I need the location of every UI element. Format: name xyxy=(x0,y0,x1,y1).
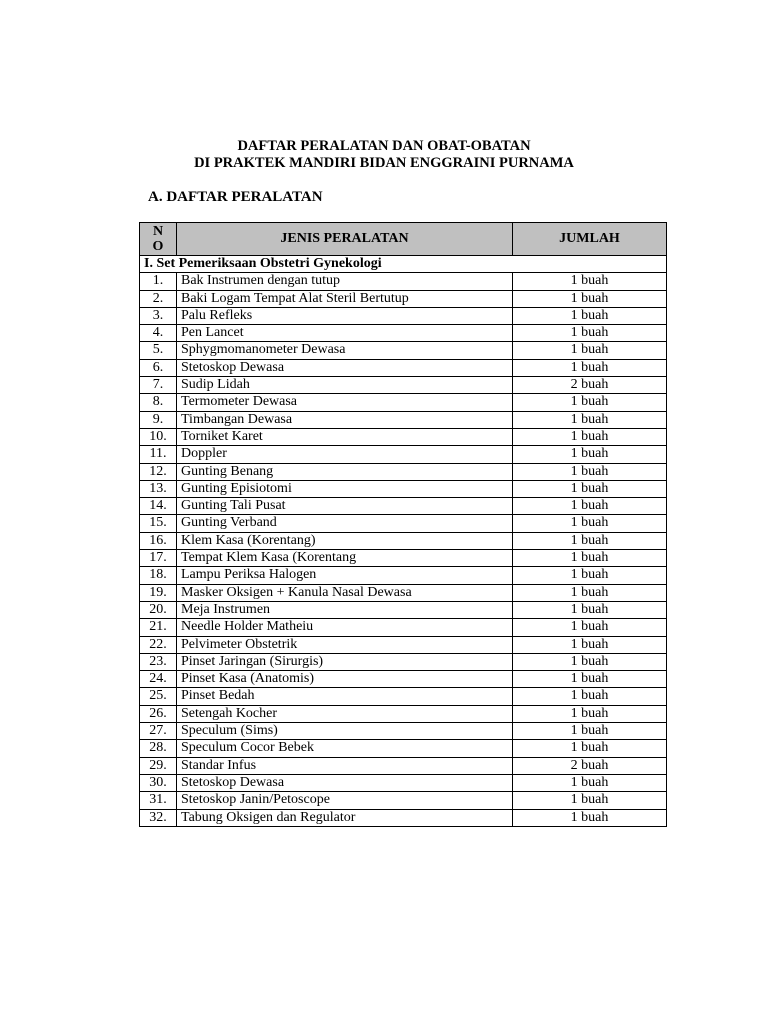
table-row xyxy=(140,359,667,376)
table-row xyxy=(140,584,667,601)
row-number: 13. xyxy=(140,480,177,497)
group-title: I. Set Pemeriksaan Obstetri Gynekologi xyxy=(140,256,667,273)
column-header-no xyxy=(140,223,177,256)
row-quantity: 1 buah xyxy=(513,515,667,532)
row-quantity: 2 buah xyxy=(513,757,667,774)
table-row xyxy=(140,601,667,618)
row-item-name: Pinset Kasa (Anatomis) xyxy=(177,671,513,688)
row-number: 15. xyxy=(140,515,177,532)
table-row xyxy=(140,688,667,705)
row-quantity: 1 buah xyxy=(513,428,667,445)
row-number: 4. xyxy=(140,325,177,342)
table-row xyxy=(140,532,667,549)
row-quantity: 1 buah xyxy=(513,273,667,290)
row-quantity: 1 buah xyxy=(513,359,667,376)
row-number: 30. xyxy=(140,774,177,791)
row-number: 32. xyxy=(140,809,177,826)
row-number: 1. xyxy=(140,273,177,290)
table-row xyxy=(140,653,667,670)
row-number: 24. xyxy=(140,671,177,688)
row-number: 18. xyxy=(140,567,177,584)
row-quantity: 1 buah xyxy=(513,498,667,515)
document-title-line-2: DI PRAKTEK MANDIRI BIDAN ENGGRAINI PURNAMA xyxy=(194,155,574,171)
row-number: 21. xyxy=(140,619,177,636)
table-row xyxy=(140,290,667,307)
row-number: 16. xyxy=(140,532,177,549)
table-row xyxy=(140,377,667,394)
row-quantity: 2 buah xyxy=(513,377,667,394)
table-row xyxy=(140,567,667,584)
table-row xyxy=(140,342,667,359)
row-item-name: Lampu Periksa Halogen xyxy=(177,567,513,584)
row-item-name: Pinset Jaringan (Sirurgis) xyxy=(177,653,513,670)
row-item-name: Sphygmomanometer Dewasa xyxy=(177,342,513,359)
row-number: 7. xyxy=(140,377,177,394)
row-quantity: 1 buah xyxy=(513,792,667,809)
equipment-table xyxy=(139,222,667,827)
row-quantity: 1 buah xyxy=(513,411,667,428)
row-item-name: Klem Kasa (Korentang) xyxy=(177,532,513,549)
row-item-name: Bak Instrumen dengan tutup xyxy=(177,273,513,290)
row-quantity: 1 buah xyxy=(513,671,667,688)
table-row xyxy=(140,809,667,826)
row-quantity: 1 buah xyxy=(513,532,667,549)
row-item-name: Stetoskop Dewasa xyxy=(177,774,513,791)
row-number: 17. xyxy=(140,550,177,567)
row-quantity: 1 buah xyxy=(513,774,667,791)
row-number: 5. xyxy=(140,342,177,359)
row-item-name: Gunting Tali Pusat xyxy=(177,498,513,515)
table-row xyxy=(140,307,667,324)
row-number: 8. xyxy=(140,394,177,411)
row-quantity: 1 buah xyxy=(513,550,667,567)
row-number: 26. xyxy=(140,705,177,722)
row-item-name: Pinset Bedah xyxy=(177,688,513,705)
row-number: 29. xyxy=(140,757,177,774)
document-title-line-1: DAFTAR PERALATAN DAN OBAT-OBATAN xyxy=(237,138,531,154)
row-item-name: Palu Refleks xyxy=(177,307,513,324)
row-quantity: 1 buah xyxy=(513,723,667,740)
row-number: 28. xyxy=(140,740,177,757)
table-row xyxy=(140,723,667,740)
row-item-name: Stetoskop Janin/Petoscope xyxy=(177,792,513,809)
row-quantity: 1 buah xyxy=(513,307,667,324)
row-quantity: 1 buah xyxy=(513,567,667,584)
row-number: 6. xyxy=(140,359,177,376)
table-row xyxy=(140,757,667,774)
table-row xyxy=(140,740,667,757)
row-quantity: 1 buah xyxy=(513,394,667,411)
table-row xyxy=(140,463,667,480)
row-item-name: Termometer Dewasa xyxy=(177,394,513,411)
row-item-name: Pen Lancet xyxy=(177,325,513,342)
row-quantity: 1 buah xyxy=(513,325,667,342)
row-quantity: 1 buah xyxy=(513,601,667,618)
row-number: 25. xyxy=(140,688,177,705)
column-header-no-line-1: N xyxy=(152,224,164,239)
row-item-name: Setengah Kocher xyxy=(177,705,513,722)
table-body xyxy=(140,256,667,827)
row-quantity: 1 buah xyxy=(513,584,667,601)
table-row xyxy=(140,480,667,497)
table-row xyxy=(140,774,667,791)
table-row xyxy=(140,394,667,411)
row-quantity: 1 buah xyxy=(513,740,667,757)
row-item-name: Speculum (Sims) xyxy=(177,723,513,740)
table-row xyxy=(140,550,667,567)
row-item-name: Doppler xyxy=(177,446,513,463)
row-number: 19. xyxy=(140,584,177,601)
row-number: 10. xyxy=(140,428,177,445)
row-item-name: Pelvimeter Obstetrik xyxy=(177,636,513,653)
table-row xyxy=(140,515,667,532)
row-number: 11. xyxy=(140,446,177,463)
table-header-row xyxy=(140,223,667,256)
group-row xyxy=(140,256,667,273)
row-quantity: 1 buah xyxy=(513,653,667,670)
row-quantity: 1 buah xyxy=(513,688,667,705)
table-row xyxy=(140,705,667,722)
row-quantity: 1 buah xyxy=(513,809,667,826)
row-quantity: 1 buah xyxy=(513,463,667,480)
row-number: 3. xyxy=(140,307,177,324)
section-heading: A. DAFTAR PERALATAN xyxy=(148,189,323,205)
row-item-name: Baki Logam Tempat Alat Steril Bertutup xyxy=(177,290,513,307)
row-item-name: Torniket Karet xyxy=(177,428,513,445)
row-number: 9. xyxy=(140,411,177,428)
row-number: 23. xyxy=(140,653,177,670)
row-item-name: Masker Oksigen + Kanula Nasal Dewasa xyxy=(177,584,513,601)
row-number: 2. xyxy=(140,290,177,307)
row-item-name: Needle Holder Matheiu xyxy=(177,619,513,636)
row-number: 12. xyxy=(140,463,177,480)
row-item-name: Gunting Episiotomi xyxy=(177,480,513,497)
column-header-name: JENIS PERALATAN xyxy=(177,223,513,256)
row-quantity: 1 buah xyxy=(513,446,667,463)
table-row xyxy=(140,792,667,809)
row-number: 22. xyxy=(140,636,177,653)
table-row xyxy=(140,428,667,445)
row-number: 27. xyxy=(140,723,177,740)
row-item-name: Tempat Klem Kasa (Korentang xyxy=(177,550,513,567)
table-row xyxy=(140,411,667,428)
row-item-name: Sudip Lidah xyxy=(177,377,513,394)
row-quantity: 1 buah xyxy=(513,705,667,722)
row-item-name: Meja Instrumen xyxy=(177,601,513,618)
row-item-name: Gunting Benang xyxy=(177,463,513,480)
row-quantity: 1 buah xyxy=(513,480,667,497)
table-row xyxy=(140,636,667,653)
row-quantity: 1 buah xyxy=(513,636,667,653)
row-item-name: Speculum Cocor Bebek xyxy=(177,740,513,757)
row-item-name: Timbangan Dewasa xyxy=(177,411,513,428)
table-row xyxy=(140,446,667,463)
table-row xyxy=(140,671,667,688)
row-number: 31. xyxy=(140,792,177,809)
table-row xyxy=(140,273,667,290)
column-header-no-line-2: O xyxy=(152,239,164,254)
table-row xyxy=(140,619,667,636)
row-item-name: Standar Infus xyxy=(177,757,513,774)
row-item-name: Tabung Oksigen dan Regulator xyxy=(177,809,513,826)
row-quantity: 1 buah xyxy=(513,619,667,636)
row-number: 20. xyxy=(140,601,177,618)
row-item-name: Stetoskop Dewasa xyxy=(177,359,513,376)
table-row xyxy=(140,325,667,342)
row-item-name: Gunting Verband xyxy=(177,515,513,532)
row-quantity: 1 buah xyxy=(513,342,667,359)
row-quantity: 1 buah xyxy=(513,290,667,307)
row-number: 14. xyxy=(140,498,177,515)
column-header-quantity: JUMLAH xyxy=(513,223,667,256)
table-row xyxy=(140,498,667,515)
